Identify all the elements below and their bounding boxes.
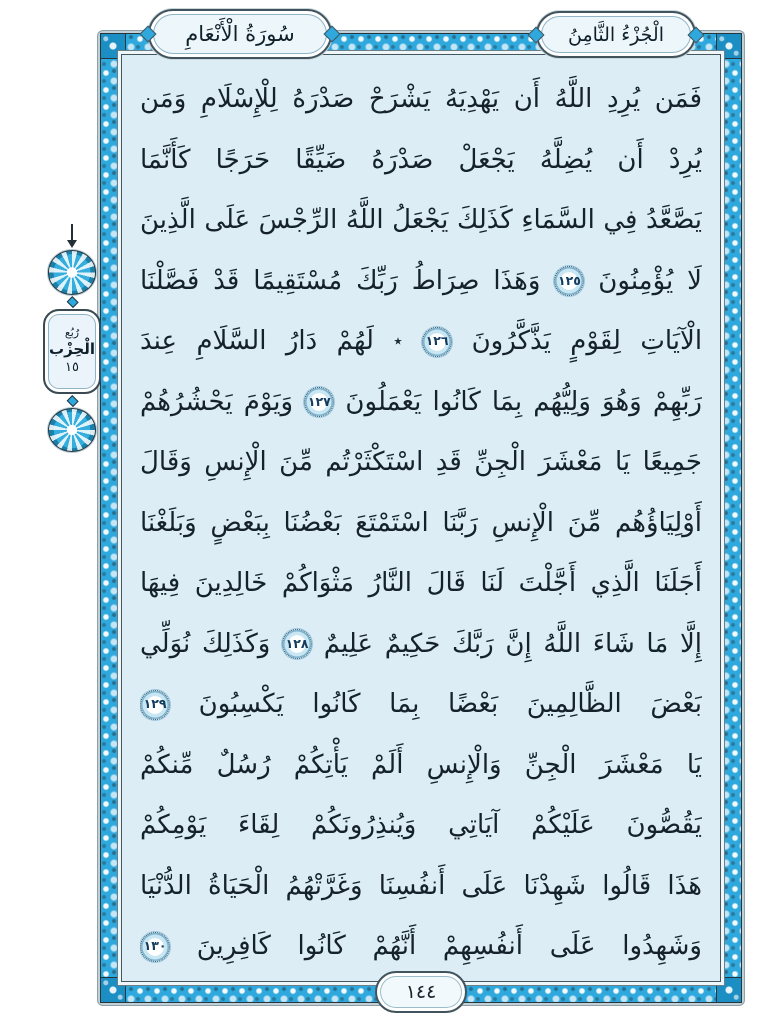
quran-text-segment: يُرِدْ أَن يُضِلَّهُ يَجْعَلْ صَدْرَهُ ضَيِّقًا حَرَجًا كَأَنَّمَا: [140, 144, 702, 175]
ayah-number-badge: ١٢٨: [282, 629, 312, 659]
quran-line: [140, 372, 702, 433]
juz-title-label: الْجُزْءُ الثَّامِنُ: [567, 23, 665, 46]
ayah-number-badge: ١٣٠: [140, 932, 170, 962]
hizb-quarter-cartouche: [43, 309, 101, 394]
quran-line: [140, 735, 702, 796]
quran-text-segment: لَا يُؤْمِنُونَ: [598, 265, 702, 296]
ayah-number-badge: ١٢٩: [140, 690, 170, 720]
rosette-ornament-icon: [48, 408, 96, 452]
hizb-quarter-medallion: [26, 224, 118, 452]
quran-text-panel: [121, 54, 721, 982]
ornamental-border-frame: [100, 33, 742, 1003]
surah-title-cartouche: [148, 9, 332, 59]
diamond-finial-icon: [66, 296, 78, 308]
page-number: ١٤٤: [405, 981, 437, 1003]
quran-text-segment: وَشَهِدُوا عَلَى أَنفُسِهِمْ أَنَّهُمْ كَانُوا كَافِرِينَ: [196, 931, 702, 961]
quran-line: [140, 856, 702, 917]
surah-title-label: سُورَةُ الْأَنْعَامِ: [185, 22, 295, 46]
diamond-finial-icon: [66, 395, 78, 407]
quran-text-segment: فَمَن يُرِدِ اللَّهُ أَن يَهْدِيَهُ يَشْرَحْ صَدْرَهُ لِلْإِسْلَامِ وَمَن: [140, 84, 702, 114]
quran-text-segment: لَهُمْ دَارُ السَّلَامِ عِندَ: [140, 326, 374, 356]
quran-line: [140, 674, 702, 735]
hizb-star-icon: ٭: [393, 331, 403, 352]
quran-text-segment: يَصَّعَّدُ فِي السَّمَاءِ كَذَلِكَ يَجْعَلُ اللَّهُ الرِّجْسَ عَلَى الَّذِينَ: [140, 205, 702, 235]
rosette-ornament-icon: [48, 250, 96, 294]
quran-line: [140, 190, 702, 251]
down-arrow-icon: [67, 240, 77, 248]
quran-text-segment: يَقُصُّونَ عَلَيْكُمْ آيَاتِي وَيُنذِرُونَكُمْ لِقَاءَ يَوْمِكُمْ: [140, 810, 702, 840]
quran-text-segment: جَمِيعًا يَا مَعْشَرَ الْجِنِّ قَدِ اسْتَكْثَرْتُم مِّنَ الْإِنسِ وَقَالَ: [140, 447, 702, 477]
quran-line: [140, 553, 702, 614]
juz-title-cartouche: [536, 11, 696, 58]
quran-line: [140, 493, 702, 554]
quran-lines: [140, 69, 702, 977]
quran-text-segment: هَذَا قَالُوا شَهِدْنَا عَلَى أَنفُسِنَا وَغَرَّتْهُمُ الْحَيَاةُ الدُّنْيَا: [140, 870, 702, 901]
quran-text-segment: وَيَوْمَ يَحْشُرُهُمْ: [140, 386, 294, 417]
quran-text-segment: الْآيَاتِ لِقَوْمٍ يَذَّكَّرُونَ: [471, 326, 702, 356]
quran-text-segment: بَعْضَ الظَّالِمِينَ بَعْضًا بِمَا كَانُوا يَكْسِبُونَ: [198, 689, 702, 719]
quran-text-segment: وَهَذَا صِرَاطُ رَبِّكَ مُسْتَقِيمًا قَدْ فَصَّلْنَا: [140, 265, 541, 296]
ayah-number-badge: ١٢٥: [554, 266, 584, 296]
quran-line: [140, 130, 702, 191]
ayah-number-badge: ١٢٦: [422, 327, 452, 357]
quran-line: [140, 916, 702, 977]
page-number-cartouche: [375, 971, 467, 1013]
hizb-number: ١٥: [65, 360, 79, 376]
quran-line: [140, 311, 702, 372]
hizb-word: الْحِزْب: [49, 339, 95, 358]
quran-text-segment: رَبِّهِمْ وَهُوَ وَلِيُّهُم بِمَا كَانُوا يَعْمَلُونَ: [345, 386, 702, 417]
quran-text-segment: يَا مَعْشَرَ الْجِنِّ وَالْإِنسِ أَلَمْ يَأْتِكُمْ رُسُلٌ مِّنكُمْ: [140, 749, 702, 780]
quran-line: [140, 251, 702, 312]
quran-text-segment: أَجَلَنَا الَّذِي أَجَّلْتَ لَنَا قَالَ النَّارُ مَثْوَاكُمْ خَالِدِينَ فِيهَا: [140, 568, 702, 598]
quran-line: [140, 69, 702, 130]
quran-line: [140, 614, 702, 675]
quran-text-segment: أَوْلِيَاؤُهُم مِّنَ الْإِنسِ رَبَّنَا اسْتَمْتَعَ بَعْضُنَا بِبَعْضٍ وَبَلَغْنَا: [140, 507, 702, 538]
down-arrow-icon: [71, 224, 73, 240]
quran-text-segment: إِلَّا مَا شَاءَ اللَّهُ إِنَّ رَبَّكَ حَكِيمٌ عَلِيمٌ: [323, 628, 702, 659]
quran-line: [140, 795, 702, 856]
quran-text-segment: وَكَذَلِكَ نُوَلِّي: [140, 628, 271, 659]
quran-line: [140, 432, 702, 493]
ayah-number-badge: ١٢٧: [304, 387, 334, 417]
hizb-quarter-word: رُبُع: [64, 325, 80, 339]
